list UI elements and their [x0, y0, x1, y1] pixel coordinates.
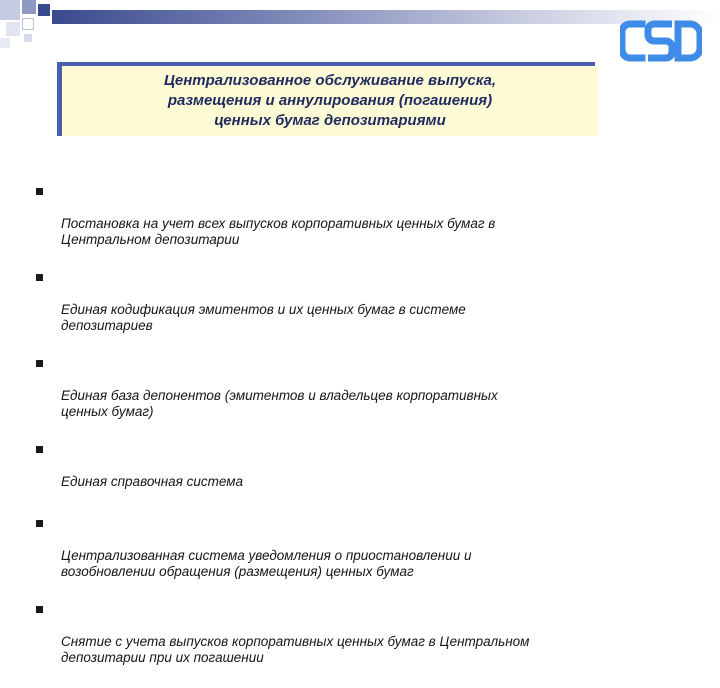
- list-item: [36, 270, 706, 334]
- list-item: [36, 184, 706, 248]
- square-bullet-icon: [36, 360, 43, 367]
- list-item-text: Централизованная система уведомления о приостановлении и возобновлении обращения (размещения) ценных бумаг: [61, 548, 472, 579]
- list-item-text: Единая база депонентов (эмитентов и владельцев корпоративных ценных бумаг): [61, 388, 498, 419]
- list-item-text: Единая кодификация эмитентов и их ценных бумаг в системе депозитариев: [61, 302, 466, 333]
- slide-title: Централизованное обслуживание выпуска, размещения и аннулирования (погашения) ценных бумаг депозитариями: [163, 72, 497, 129]
- square-bullet-icon: [36, 446, 43, 453]
- list-item: [36, 602, 706, 666]
- csd-logo: [620, 18, 702, 64]
- square-bullet-icon: [36, 606, 43, 613]
- title-box: [62, 66, 598, 136]
- list-item-text: Постановка на учет всех выпусков корпоративных ценных бумаг в Центральном депозитарии: [61, 216, 496, 247]
- list-item: [36, 516, 706, 580]
- bullet-list: [36, 184, 706, 688]
- square-bullet-icon: [36, 274, 43, 281]
- list-item: [36, 442, 706, 490]
- list-item: [36, 356, 706, 420]
- square-bullet-icon: [36, 520, 43, 527]
- square-bullet-icon: [36, 188, 43, 195]
- list-item-text: Снятие с учета выпусков корпоративных ценных бумаг в Центральном депозитарии при их погашении: [61, 634, 530, 665]
- list-item-text: Единая справочная система: [61, 474, 243, 489]
